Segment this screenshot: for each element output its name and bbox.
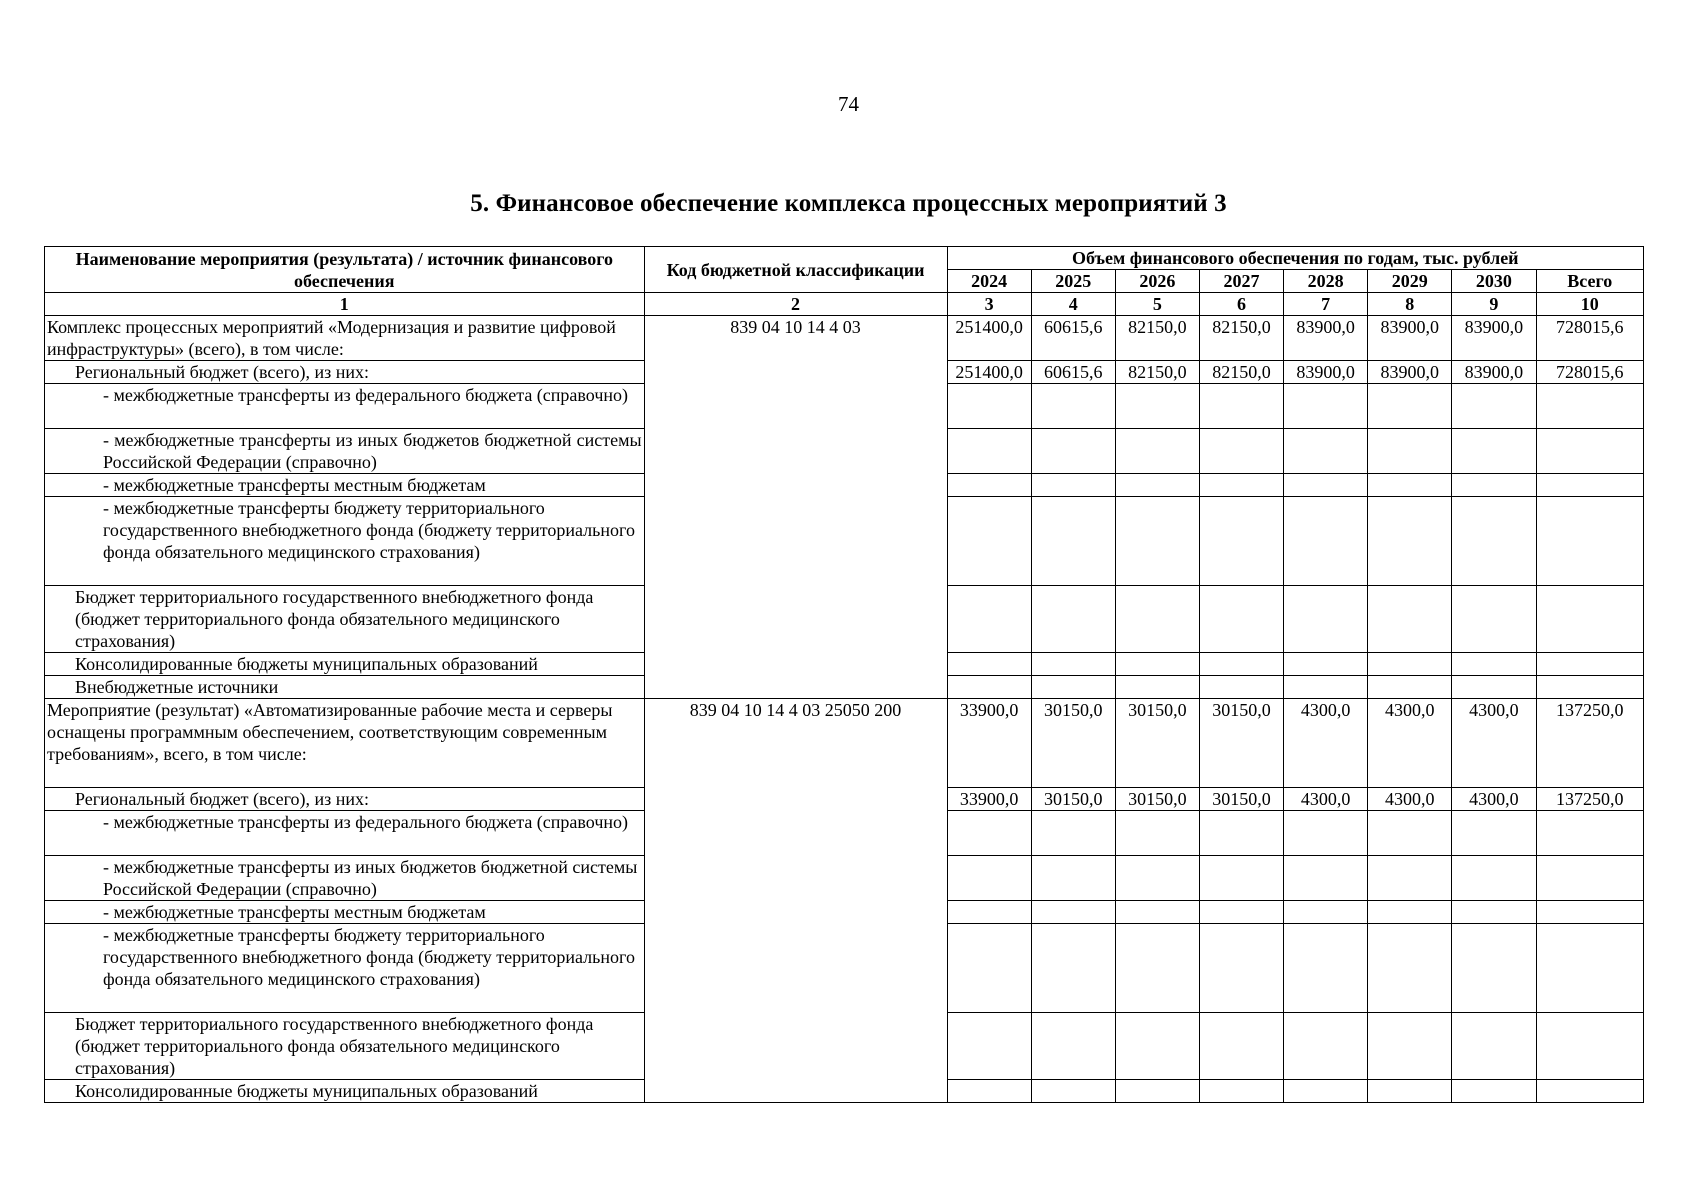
value-cell [1031,924,1115,1013]
row-name: Мероприятие (результат) «Автоматизированные рабочие места и серверы оснащены программным обеспечением, соответствующим современным требованиям», всего, в том числе: [45,699,645,788]
value-cell [1284,924,1368,1013]
row-name: - межбюджетные трансферты из федерального бюджета (справочно) [45,384,645,429]
value-cell [1115,384,1199,429]
row-name: - межбюджетные трансферты бюджету территориального государственного внебюджетного фонда (бюджету территориального фонда обязательного медицинского страхования) [45,924,645,1013]
value-cell [1536,497,1644,586]
budget-code: 839 04 10 14 4 03 [644,316,947,699]
value-cell: 82150,0 [1199,316,1283,361]
value-cell [1199,429,1283,474]
value-cell [1368,901,1452,924]
value-cell [947,856,1031,901]
value-cell [1115,1080,1199,1103]
value-cell [1536,924,1644,1013]
column-number: 9 [1452,293,1536,316]
header-year: 2026 [1115,270,1199,293]
value-cell [1368,429,1452,474]
header-total: Всего [1536,270,1644,293]
value-cell [1536,901,1644,924]
value-cell [1284,586,1368,653]
value-cell [1536,676,1644,699]
value-cell: 4300,0 [1452,788,1536,811]
value-cell: 30150,0 [1031,788,1115,811]
value-cell [1115,497,1199,586]
column-number: 3 [947,293,1031,316]
value-cell [1199,384,1283,429]
value-cell [1115,856,1199,901]
column-number: 10 [1536,293,1644,316]
value-cell: 137250,0 [1536,699,1644,788]
value-cell [1536,811,1644,856]
value-cell [1115,429,1199,474]
financing-table [44,246,1644,1103]
value-cell [1452,474,1536,497]
value-cell: 4300,0 [1284,699,1368,788]
header-code-column: Код бюджетной классификации [644,247,947,293]
value-cell: 83900,0 [1284,361,1368,384]
value-cell: 82150,0 [1115,316,1199,361]
value-cell: 137250,0 [1536,788,1644,811]
value-cell [1031,1080,1115,1103]
value-cell [1115,1013,1199,1080]
value-cell [947,586,1031,653]
header-year: 2025 [1031,270,1115,293]
value-cell [1452,586,1536,653]
value-cell [1536,653,1644,676]
row-name: Комплекс процессных мероприятий «Модернизация и развитие цифровой инфраструктуры» (всего), в том числе: [45,316,645,361]
value-cell [1536,1080,1644,1103]
table-row [45,316,1644,361]
value-cell: 82150,0 [1199,361,1283,384]
header-year: 2028 [1284,270,1368,293]
value-cell [1031,676,1115,699]
value-cell [947,1080,1031,1103]
value-cell: 728015,6 [1536,316,1644,361]
value-cell [1031,1013,1115,1080]
value-cell [1284,474,1368,497]
value-cell [1031,901,1115,924]
value-cell [947,384,1031,429]
value-cell: 728015,6 [1536,361,1644,384]
value-cell [1031,811,1115,856]
value-cell [1536,429,1644,474]
value-cell [1199,586,1283,653]
header-year: 2027 [1199,270,1283,293]
value-cell [1368,586,1452,653]
value-cell [1199,901,1283,924]
value-cell [1452,811,1536,856]
value-cell: 30150,0 [1115,699,1199,788]
value-cell [1115,811,1199,856]
row-name: - межбюджетные трансферты местным бюджетам [45,474,645,497]
value-cell: 60615,6 [1031,361,1115,384]
value-cell [1031,653,1115,676]
value-cell: 83900,0 [1452,316,1536,361]
value-cell [947,474,1031,497]
value-cell [1368,1080,1452,1103]
value-cell [1199,497,1283,586]
row-name: Бюджет территориального государственного внебюджетного фонда (бюджет территориального фонда обязательного медицинского страхования) [45,1013,645,1080]
value-cell [1368,676,1452,699]
value-cell [1284,856,1368,901]
value-cell: 33900,0 [947,788,1031,811]
value-cell: 83900,0 [1368,361,1452,384]
header-volume-group: Объем финансового обеспечения по годам, тыс. рублей [947,247,1643,270]
value-cell: 4300,0 [1284,788,1368,811]
value-cell [1199,924,1283,1013]
value-cell [1115,924,1199,1013]
value-cell [1452,1013,1536,1080]
value-cell: 4300,0 [1452,699,1536,788]
value-cell [947,676,1031,699]
value-cell: 251400,0 [947,316,1031,361]
column-number: 7 [1284,293,1368,316]
value-cell: 30150,0 [1199,699,1283,788]
row-name: - межбюджетные трансферты местным бюджетам [45,901,645,924]
value-cell: 33900,0 [947,699,1031,788]
header-year: 2029 [1368,270,1452,293]
value-cell [1368,384,1452,429]
value-cell [1199,856,1283,901]
value-cell [1031,586,1115,653]
value-cell [1284,653,1368,676]
value-cell [1368,653,1452,676]
row-name: Региональный бюджет (всего), из них: [45,361,645,384]
value-cell [1536,586,1644,653]
page-title: 5. Финансовое обеспечение комплекса процессных мероприятий 3 [470,190,1227,217]
budget-code: 839 04 10 14 4 03 25050 200 [644,699,947,1103]
value-cell [1115,474,1199,497]
row-name: Консолидированные бюджеты муниципальных образований [45,653,645,676]
value-cell [1284,1080,1368,1103]
value-cell [1452,429,1536,474]
table-row [45,699,1644,788]
row-name: - межбюджетные трансферты из федерального бюджета (справочно) [45,811,645,856]
value-cell [1452,901,1536,924]
value-cell [1199,676,1283,699]
value-cell [1452,1080,1536,1103]
value-cell: 60615,6 [1031,316,1115,361]
value-cell [1284,1013,1368,1080]
value-cell [947,901,1031,924]
column-number: 5 [1115,293,1199,316]
value-cell [1368,1013,1452,1080]
value-cell: 4300,0 [1368,788,1452,811]
row-name: - межбюджетные трансферты из иных бюджетов бюджетной системы Российской Федерации (справочно) [45,856,645,901]
value-cell: 251400,0 [947,361,1031,384]
value-cell: 30150,0 [1199,788,1283,811]
value-cell: 83900,0 [1368,316,1452,361]
value-cell [1031,497,1115,586]
value-cell: 82150,0 [1115,361,1199,384]
value-cell [947,429,1031,474]
value-cell [1368,856,1452,901]
row-name: Консолидированные бюджеты муниципальных образований [45,1080,645,1103]
value-cell [947,811,1031,856]
value-cell [1452,497,1536,586]
financing-table-container [44,246,1644,1103]
value-cell [1536,1013,1644,1080]
value-cell [1199,474,1283,497]
value-cell [1536,856,1644,901]
value-cell [1452,676,1536,699]
column-number: 4 [1031,293,1115,316]
value-cell [1368,811,1452,856]
value-cell [1031,384,1115,429]
value-cell [1368,474,1452,497]
header-name-column: Наименование мероприятия (результата) / источник финансового обеспечения [45,247,645,293]
value-cell [1452,653,1536,676]
value-cell [1199,1080,1283,1103]
header-year: 2024 [947,270,1031,293]
value-cell: 83900,0 [1452,361,1536,384]
value-cell [1115,653,1199,676]
value-cell: 30150,0 [1031,699,1115,788]
value-cell [1368,924,1452,1013]
value-cell: 83900,0 [1284,316,1368,361]
value-cell [1284,429,1368,474]
row-name: Внебюджетные источники [45,676,645,699]
column-number: 2 [644,293,947,316]
column-number: 8 [1368,293,1452,316]
value-cell [1199,653,1283,676]
value-cell [947,1013,1031,1080]
value-cell [1115,901,1199,924]
column-number: 6 [1199,293,1283,316]
value-cell [947,924,1031,1013]
value-cell [1284,811,1368,856]
value-cell [1284,384,1368,429]
value-cell [947,497,1031,586]
value-cell [1368,497,1452,586]
row-name: - межбюджетные трансферты из иных бюджетов бюджетной системы Российской Федерации (справочно) [45,429,645,474]
value-cell [1452,856,1536,901]
value-cell [1284,497,1368,586]
header-year: 2030 [1452,270,1536,293]
value-cell [1031,474,1115,497]
value-cell [1452,384,1536,429]
value-cell [1284,901,1368,924]
value-cell [947,653,1031,676]
value-cell [1536,474,1644,497]
column-number: 1 [45,293,645,316]
row-name: - межбюджетные трансферты бюджету территориального государственного внебюджетного фонда (бюджету территориального фонда обязательного медицинского страхования) [45,497,645,586]
value-cell [1452,924,1536,1013]
value-cell [1031,429,1115,474]
value-cell: 4300,0 [1368,699,1452,788]
value-cell [1115,676,1199,699]
value-cell: 30150,0 [1115,788,1199,811]
page-number: 74 [838,92,859,116]
value-cell [1536,384,1644,429]
value-cell [1199,1013,1283,1080]
value-cell [1199,811,1283,856]
value-cell [1115,586,1199,653]
value-cell [1284,676,1368,699]
row-name: Бюджет территориального государственного внебюджетного фонда (бюджет территориального фонда обязательного медицинского страхования) [45,586,645,653]
row-name: Региональный бюджет (всего), из них: [45,788,645,811]
value-cell [1031,856,1115,901]
